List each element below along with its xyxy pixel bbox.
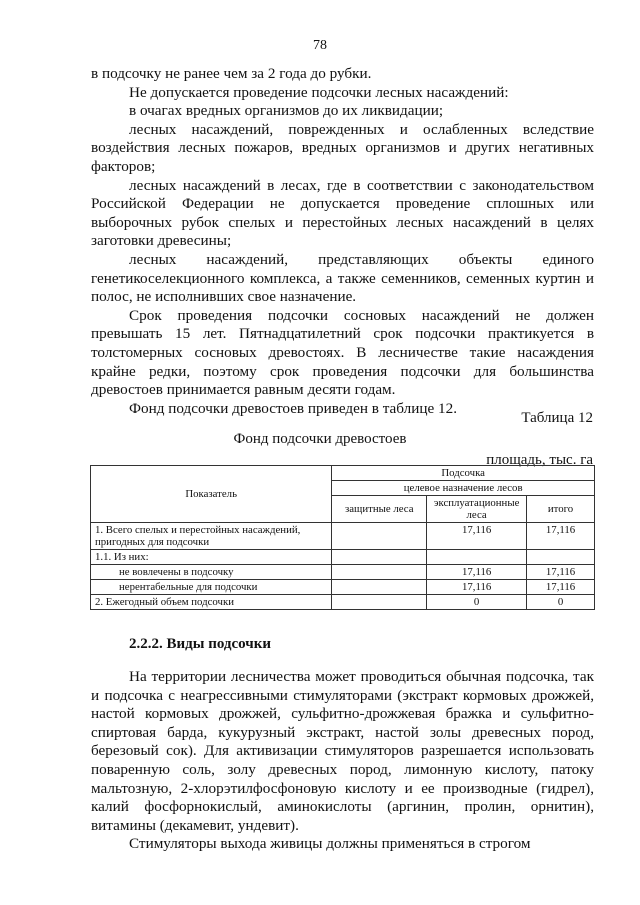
paragraph: Не допускается проведение подсочки лесных насаждений: (129, 83, 509, 101)
row-label: нерентабельные для подсочки (91, 580, 332, 595)
table-row (91, 580, 595, 595)
cell-total: 17,116 (527, 565, 595, 580)
paragraph: лесных насаждений в лесах, где в соответствии с законодательством Российской Федерации не допускается проведение сплошных или выборочных рубок спелых и перестойных лесных насаждений в целях заготовки древесины; (91, 176, 594, 250)
cell-protective (332, 580, 427, 595)
paragraph: лесных насаждений, представляющих объекты единого генетикоселекционного комплекса, а также семенников, семенных куртин и полос, не исполнивших свое назначение. (91, 250, 594, 306)
paragraph: лесных насаждений, поврежденных и ослабленных вследствие воздействия лесных пожаров, вредных организмов и других негативных факторов; (91, 120, 594, 175)
cell-total (527, 550, 595, 565)
column-header: итого (527, 496, 595, 523)
page-number: 78 (313, 38, 327, 53)
paragraph: Фонд подсочки древостоев приведен в таблице 12. (129, 399, 458, 417)
table-row (91, 565, 595, 580)
table-row (91, 595, 595, 610)
cell-total: 17,116 (527, 580, 595, 595)
cell-total: 17,116 (527, 523, 595, 550)
cell-operational (427, 550, 527, 565)
row-label: 1.1. Из них: (91, 550, 332, 565)
header-group: Подсочка (332, 466, 595, 481)
cell-operational: 17,116 (427, 523, 527, 550)
table-row (91, 523, 595, 550)
table-label: Таблица 12 (521, 410, 593, 426)
header-indicator: Показатель (91, 466, 332, 523)
table-row (91, 550, 595, 565)
table-header-row (91, 466, 595, 481)
cell-total: 0 (527, 595, 595, 610)
cell-operational: 0 (427, 595, 527, 610)
paragraph: Стимуляторы выхода живицы должны применяться в строгом (129, 835, 531, 853)
row-label: 1. Всего спелых и перестойных насаждений, пригодных для подсочки (91, 523, 332, 550)
paragraph: в подсочку не ранее чем за 2 года до рубки. (91, 65, 372, 82)
cell-protective (332, 550, 427, 565)
cell-protective (332, 565, 427, 580)
table-title: Фонд подсочки древостоев (233, 431, 407, 447)
row-label: 2. Ежегодный объем подсочки (91, 595, 332, 610)
table-units: площадь, тыс. га (486, 452, 593, 468)
paragraph: Срок проведения подсочки сосновых насаждений не должен превышать 15 лет. Пятнадцатилетний срок подсочки практикуется в толстомерных сосновых древостоях. В лесничестве такие насаждения крайне редки, поэтому срок проведения подсочки для большинства древостоев принимается равным десяти годам. (91, 306, 594, 399)
fund-table (90, 465, 595, 610)
header-subgroup: целевое назначение лесов (332, 481, 595, 496)
body-text-bottom (91, 668, 594, 854)
cell-operational: 17,116 (427, 580, 527, 595)
section-heading: 2.2.2. Виды подсочки (129, 636, 272, 652)
body-text-top (91, 65, 594, 418)
paragraph: На территории лесничества может проводиться обычная подсочка, так и подсочка с неагрессивными стимуляторами (экстракт кормовых дрожжей, настой кормовых дрожжей, сульфитно-дрожжевая бражка и сульфитно-спиртовая барда, кукурузный экстракт, настой золы древесных пород, березовый сок). Для активизации стимуляторов разрешается использовать поваренную соль, золу древесных пород, лимонную кислоту, патоку мальтозную, 2-хлорэтилфосфоновую кислоту и ее производные (гидрел), калий фосфорнокислый, аминокислоты (аргинин, пролин, орнитин), витамины (декамевит, ундевит). (91, 668, 594, 834)
column-header: защитные леса (332, 496, 427, 523)
paragraph: в очагах вредных организмов до их ликвидации; (129, 102, 444, 120)
cell-operational: 17,116 (427, 565, 527, 580)
row-label: не вовлечены в подсочку (91, 565, 332, 580)
column-header: эксплуатационные леса (427, 496, 527, 523)
cell-protective (332, 595, 427, 610)
cell-protective (332, 523, 427, 550)
